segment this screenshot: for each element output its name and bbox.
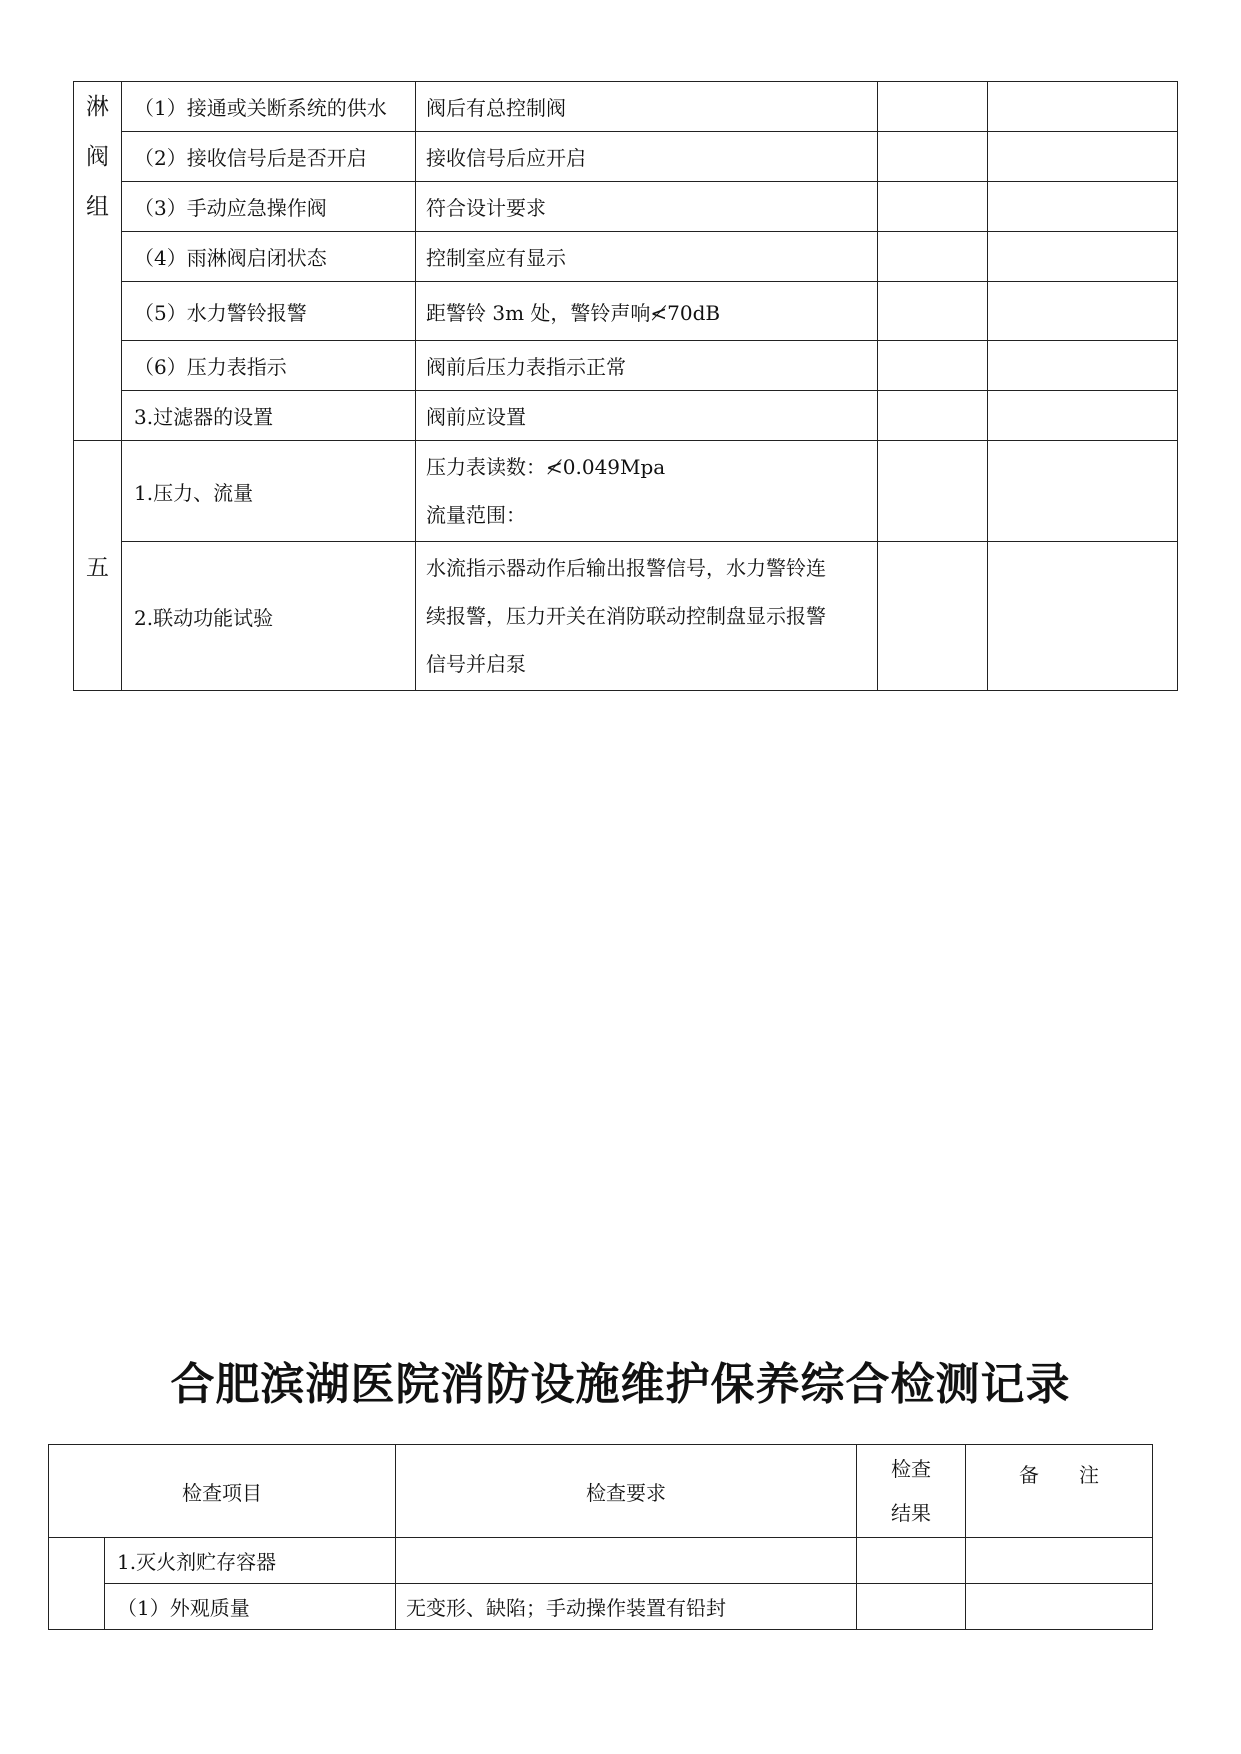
remark-cell[interactable] (988, 182, 1178, 232)
document-title: 合肥滨湖医院消防设施维护保养综合检测记录 (170, 1359, 1071, 1410)
header-result-line: 检查 (891, 1457, 931, 1481)
requirement-cell (396, 1538, 857, 1584)
group-label-cell (74, 82, 122, 441)
item-cell: 1.压力、流量 (122, 441, 416, 542)
item-cell: （4）雨淋阀启闭状态 (122, 232, 416, 282)
header-requirement: 检查要求 (396, 1445, 857, 1538)
requirement-cell: 阀前应设置 (416, 391, 878, 441)
requirement-line: 压力表读数：≮0.049Mpa (426, 455, 666, 479)
requirement-cell: 符合设计要求 (416, 182, 878, 232)
group-label-char: 阀 (86, 144, 109, 170)
requirement-cell: 无变形、缺陷；手动操作装置有铅封 (396, 1584, 857, 1630)
table-row (49, 1584, 1153, 1630)
table-row (74, 232, 1178, 282)
remark-cell[interactable] (988, 282, 1178, 341)
requirement-line: 续报警，压力开关在消防联动控制盘显示报警 (426, 604, 826, 628)
requirement-cell (416, 542, 878, 691)
remark-cell[interactable] (966, 1584, 1153, 1630)
item-cell: （2）接收信号后是否开启 (122, 132, 416, 182)
item-cell: （3）手动应急操作阀 (122, 182, 416, 232)
requirement-line: 信号并启泵 (426, 652, 526, 676)
table-row (74, 542, 1178, 691)
inspection-table-continued (73, 81, 1178, 691)
remark-cell[interactable] (988, 82, 1178, 132)
result-cell[interactable] (857, 1538, 966, 1584)
item-cell: 3.过滤器的设置 (122, 391, 416, 441)
group-label-cell: 五 (74, 441, 122, 691)
table-row (49, 1538, 1153, 1584)
item-cell: 2.联动功能试验 (122, 542, 416, 691)
group-label-cell (49, 1538, 105, 1630)
remark-cell[interactable] (988, 542, 1178, 691)
result-cell[interactable] (878, 441, 988, 542)
header-remark: 备 注 (966, 1445, 1153, 1538)
result-cell[interactable] (878, 182, 988, 232)
requirement-cell (416, 441, 878, 542)
table-row (74, 282, 1178, 341)
result-cell[interactable] (878, 341, 988, 391)
result-cell[interactable] (878, 282, 988, 341)
item-cell: （1）外观质量 (105, 1584, 396, 1630)
remark-cell[interactable] (988, 232, 1178, 282)
requirement-cell: 接收信号后应开启 (416, 132, 878, 182)
requirement-cell: 阀后有总控制阀 (416, 82, 878, 132)
table-row (74, 182, 1178, 232)
table-row (74, 441, 1178, 542)
inspection-table (48, 1444, 1153, 1630)
remark-cell[interactable] (988, 391, 1178, 441)
result-cell[interactable] (857, 1584, 966, 1630)
group-label-char: 淋 (86, 94, 109, 120)
table-row (74, 82, 1178, 132)
header-result-line: 结果 (891, 1501, 931, 1525)
remark-cell[interactable] (966, 1538, 1153, 1584)
result-cell[interactable] (878, 132, 988, 182)
table-row (74, 391, 1178, 441)
result-cell[interactable] (878, 542, 988, 691)
requirement-cell: 阀前后压力表指示正常 (416, 341, 878, 391)
requirement-line: 流量范围： (426, 503, 526, 527)
item-cell: （1）接通或关断系统的供水 (122, 82, 416, 132)
item-cell: （5）水力警铃报警 (122, 282, 416, 341)
remark-cell[interactable] (988, 441, 1178, 542)
header-item: 检查项目 (49, 1445, 396, 1538)
remark-cell[interactable] (988, 132, 1178, 182)
result-cell[interactable] (878, 391, 988, 441)
requirement-cell: 控制室应有显示 (416, 232, 878, 282)
table-row (74, 341, 1178, 391)
header-result (857, 1445, 966, 1538)
item-cell: 1.灭火剂贮存容器 (105, 1538, 396, 1584)
requirement-cell: 距警铃 3m 处，警铃声响≮70dB (416, 282, 878, 341)
remark-cell[interactable] (988, 341, 1178, 391)
result-cell[interactable] (878, 82, 988, 132)
table-header-row (49, 1445, 1153, 1538)
item-cell: （6）压力表指示 (122, 341, 416, 391)
result-cell[interactable] (878, 232, 988, 282)
requirement-line: 水流指示器动作后输出报警信号，水力警铃连 (426, 556, 826, 580)
group-label-char: 组 (86, 194, 109, 220)
table-row (74, 132, 1178, 182)
